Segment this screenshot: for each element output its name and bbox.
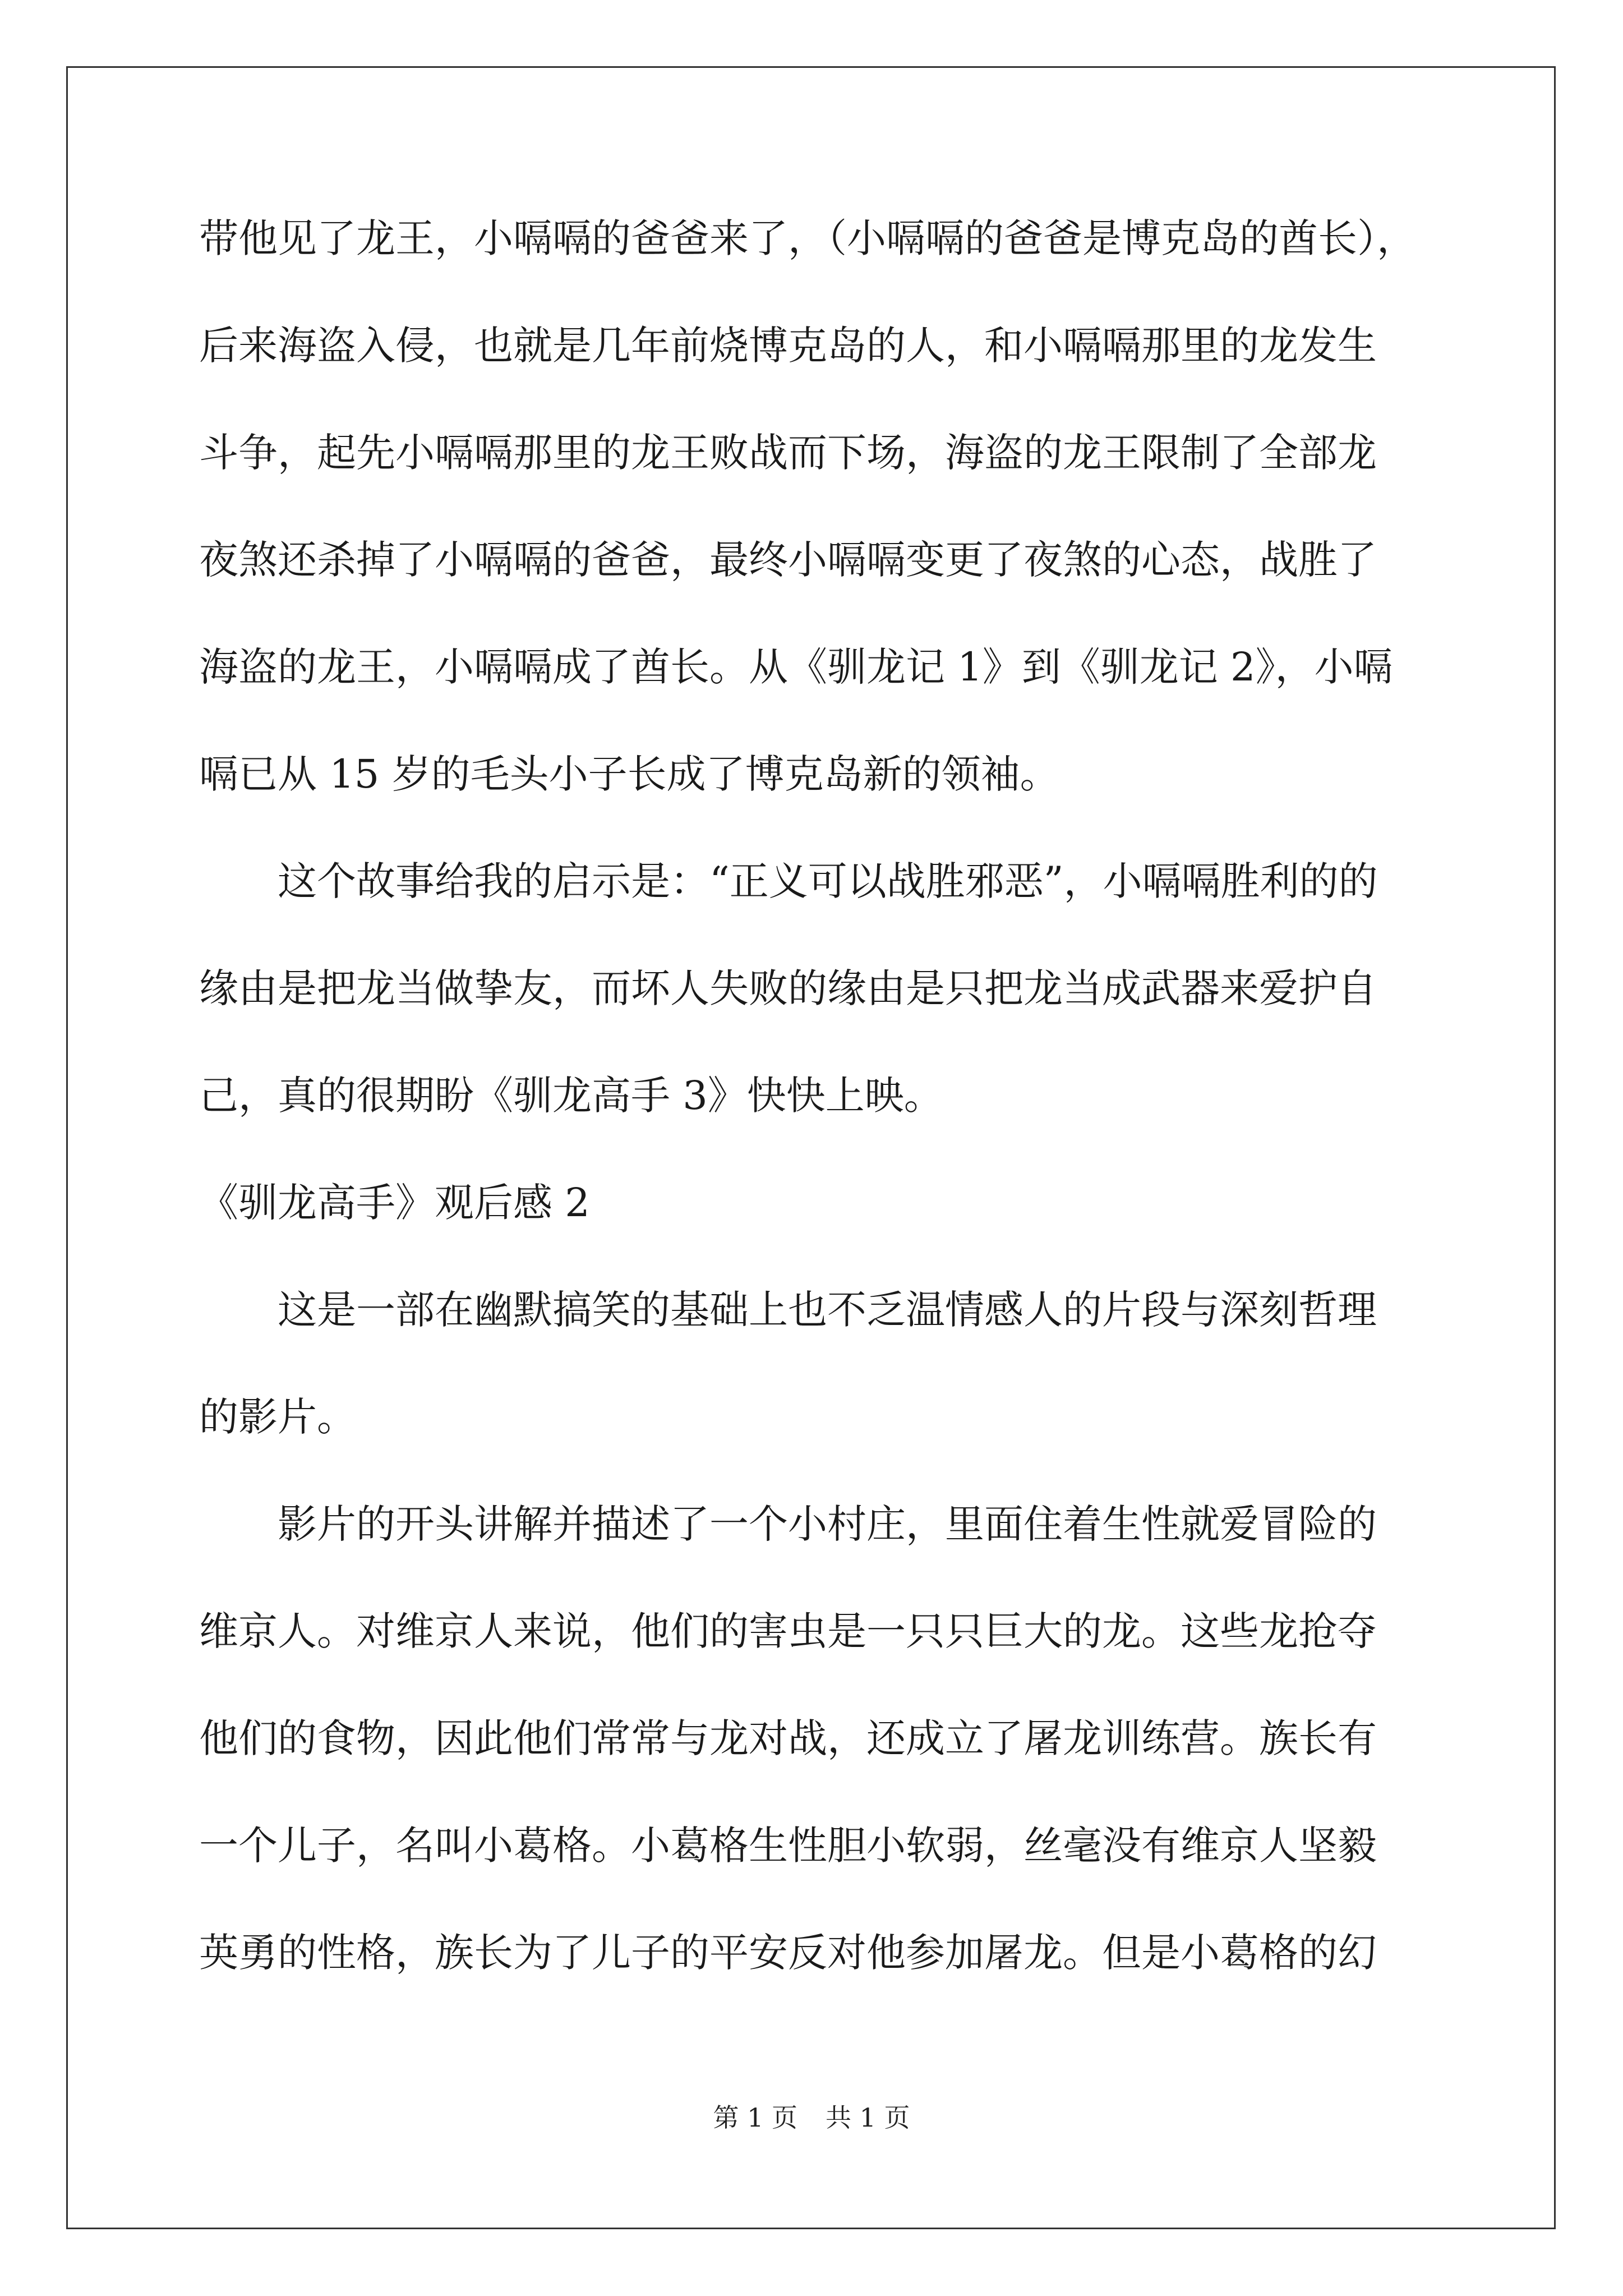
- text-line: 己，真的很期盼《驯龙高手 3》快快上映。: [199, 1073, 943, 1119]
- page-number: 第 1 页: [713, 2102, 797, 2133]
- page-total: 共 1 页: [826, 2102, 910, 2133]
- paragraph-start-line: 这是一部在幽默搞笑的基础上也不乏温情感人的片段与深刻哲理: [278, 1287, 1377, 1333]
- text-line: 夜煞还杀掉了小嗝嗝的爸爸，最终小嗝嗝变更了夜煞的心态，战胜了: [199, 537, 1377, 583]
- paragraph-start-line: 这个故事给我的启示是：“正义可以战胜邪恶”，小嗝嗝胜利的的: [278, 858, 1378, 904]
- paragraph-start-line: 影片的开头讲解并描述了一个小村庄，里面住着生性就爱冒险的: [278, 1501, 1377, 1547]
- text-line: 后来海盗入侵，也就是几年前烧博克岛的人，和小嗝嗝那里的龙发生: [199, 323, 1377, 369]
- document-body: [199, 185, 1427, 2007]
- section-heading: 《驯龙高手》观后感 2: [199, 1180, 590, 1226]
- text-line: 的影片。: [199, 1394, 356, 1440]
- text-line: 海盗的龙王，小嗝嗝成了酋长。从《驯龙记 1》到《驯龙记 2》，小嗝: [199, 644, 1393, 690]
- page-footer: [0, 2101, 1623, 2134]
- text-line: 一个儿子，名叫小葛格。小葛格生性胆小软弱，丝毫没有维京人坚毅: [199, 1823, 1377, 1869]
- text-line: 缘由是把龙当做挚友，而坏人失败的缘由是只把龙当成武器来爱护自: [199, 965, 1377, 1011]
- text-line: 嗝已从 15 岁的毛头小子长成了博克岛新的领袖。: [199, 751, 1059, 797]
- text-line: 英勇的性格，族长为了儿子的平安反对他参加屠龙。但是小葛格的幻: [199, 1930, 1377, 1976]
- text-line: 带他见了龙王，小嗝嗝的爸爸来了，（小嗝嗝的爸爸是博克岛的酋长），: [199, 215, 1416, 261]
- text-line: 斗争，起先小嗝嗝那里的龙王败战而下场，海盗的龙王限制了全部龙: [199, 430, 1377, 476]
- text-line: 他们的食物，因此他们常常与龙对战，还成立了屠龙训练营。族长有: [199, 1715, 1377, 1761]
- text-line: 维京人。对维京人来说，他们的害虫是一只只巨大的龙。这些龙抢夺: [199, 1608, 1377, 1654]
